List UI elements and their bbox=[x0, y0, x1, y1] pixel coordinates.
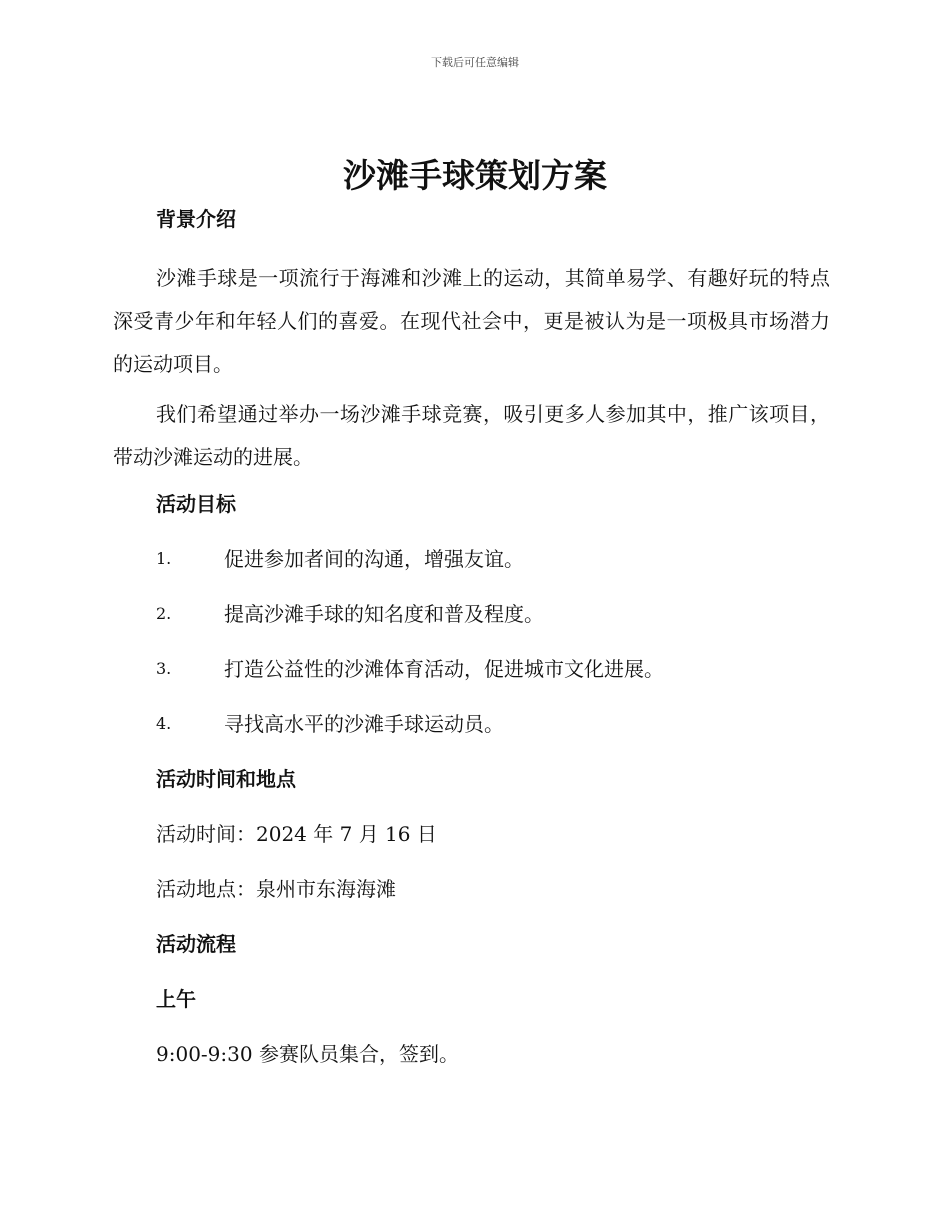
document-body bbox=[113, 202, 830, 1092]
activity-place: 活动地点：泉州市东海海滩 bbox=[156, 877, 396, 901]
list-number: 1. bbox=[156, 549, 172, 568]
page-header-note: 下载后可任意编辑 bbox=[431, 56, 519, 69]
goal-list-item bbox=[156, 597, 830, 652]
goal-list-item bbox=[156, 707, 830, 762]
background-paragraph: 我们希望通过举办一场沙滩手球竞赛，吸引更多人参加其中，推广该项目，带动沙滩运动的进展。 bbox=[113, 402, 830, 469]
section-heading-background: 背景介绍 bbox=[156, 207, 236, 231]
section-heading-process: 活动流程 bbox=[156, 932, 236, 956]
process-subheading-morning: 上午 bbox=[156, 987, 196, 1011]
document-title: 沙滩手球策划方案 bbox=[343, 156, 607, 195]
list-number: 2. bbox=[156, 604, 172, 623]
process-entry: 9:00-9:30 参赛队员集合，签到。 bbox=[156, 1042, 459, 1066]
list-number: 4. bbox=[156, 714, 172, 733]
list-text: 寻找高水平的沙滩手球运动员。 bbox=[224, 712, 504, 736]
list-text: 提高沙滩手球的知名度和普及程度。 bbox=[224, 602, 544, 626]
goal-list-item bbox=[156, 542, 830, 597]
background-paragraph: 沙滩手球是一项流行于海滩和沙滩上的运动，其简单易学、有趣好玩的特点深受青少年和年轻人们的喜爱。在现代社会中，更是被认为是一项极具市场潜力的运动项目。 bbox=[113, 266, 830, 376]
list-number: 3. bbox=[156, 659, 172, 678]
list-text: 打造公益性的沙滩体育活动，促进城市文化进展。 bbox=[224, 657, 664, 681]
activity-time: 活动时间：2024 年 7 月 16 日 bbox=[156, 822, 437, 846]
section-heading-goals: 活动目标 bbox=[156, 492, 236, 516]
list-text: 促进参加者间的沟通，增强友谊。 bbox=[224, 547, 524, 571]
section-heading-time-place: 活动时间和地点 bbox=[156, 767, 296, 791]
goal-list-item bbox=[156, 652, 830, 707]
